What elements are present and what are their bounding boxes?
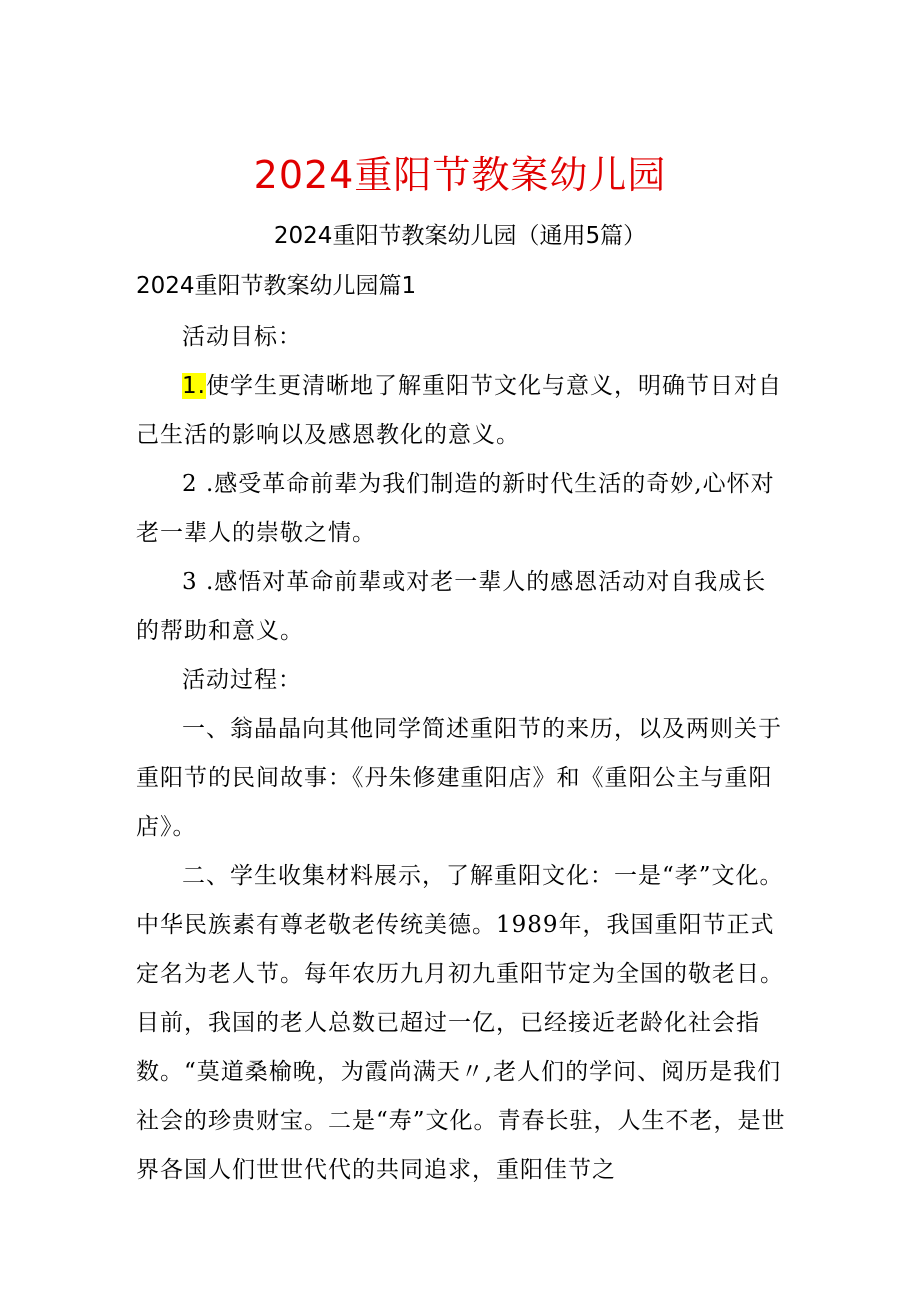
paragraph-goal-2: 2 .感受革命前辈为我们制造的新时代生活的奇妙,心怀对老一辈人的崇敬之情。 <box>136 471 775 546</box>
paragraph-goals-label: 活动目标： <box>182 324 302 350</box>
document-title: 2024重阳节教案幼儿园 <box>253 153 667 197</box>
paragraph-goal-1 <box>136 362 786 460</box>
paragraph-step-1: 一、翁晶晶向其他同学简述重阳节的来历，以及两则关于重阳节的民间故事：《丹朱修建重阳店》和《重阳公主与重阳店》。 <box>136 716 782 840</box>
paragraph-goal-3: 3 .感悟对革命前辈或对老一辈人的感恩活动对自我成长的帮助和意义。 <box>136 569 767 644</box>
document-subtitle: 2024重阳节教案幼儿园（通用5篇） <box>273 223 647 249</box>
highlighted-number: 1. <box>182 373 206 399</box>
paragraph-step-2: 二、学生收集材料展示，了解重阳文化：一是“孝”文化。中华民族素有尊老敬老传统美德。1989年，我国重阳节正式定名为老人节。每年农历九月初九重阳节定为全国的敬老日。目前，我国的老人总数已超过一亿，已经接近老龄化社会指数。“莫道桑榆晚，为霞尚满天〃,老人们的学问、阅历是我们社会的珍贵财宝。二是“寿”文化。青春长驻，人生不老，是世界各国人们世世代代的共同追求，重阳佳节之 <box>136 863 786 1183</box>
document-body <box>136 313 786 1195</box>
paragraph-text: 使学生更清晰地了解重阳节文化与意义，明确节日对自己生活的影响以及感恩教化的意义。 <box>136 373 782 448</box>
paragraph-process-label: 活动过程： <box>182 667 302 693</box>
section-heading: 2024重阳节教案幼儿园篇1 <box>136 273 417 299</box>
